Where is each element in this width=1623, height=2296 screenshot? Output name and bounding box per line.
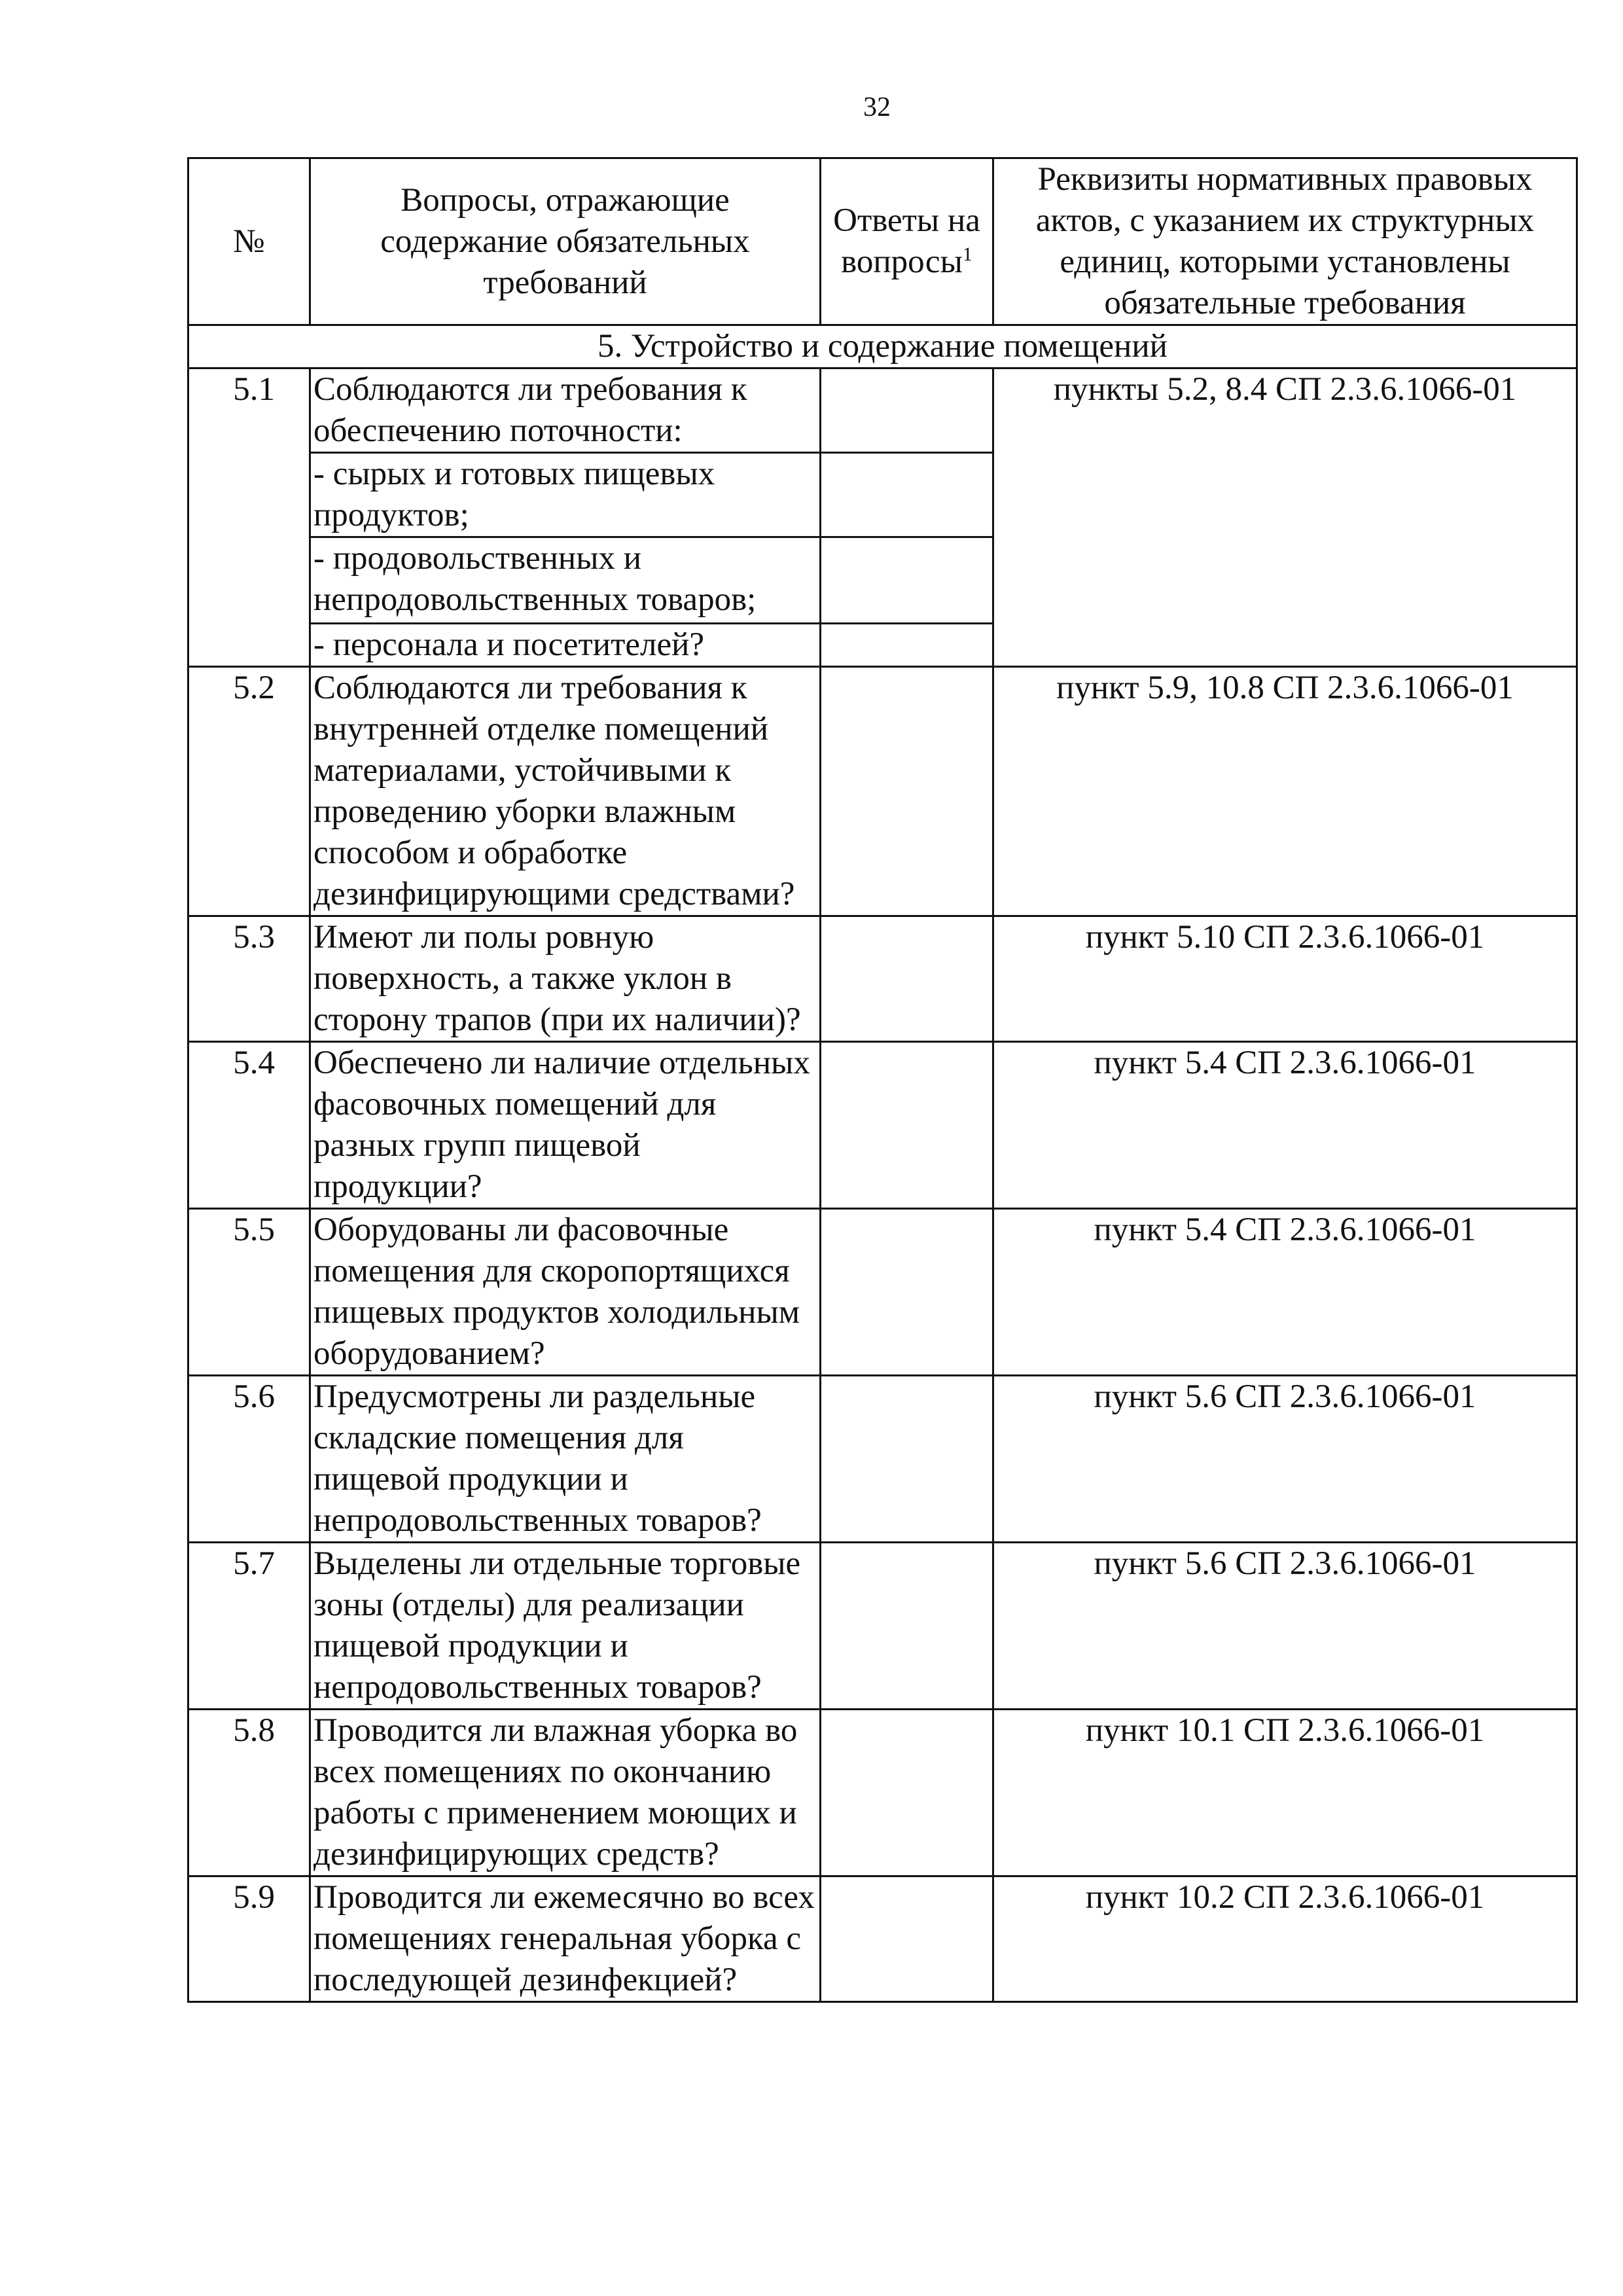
requisites-cell: пункт 5.9, 10.8 СП 2.3.6.1066-01	[993, 667, 1577, 916]
row-number: 5.4	[188, 1042, 310, 1209]
question-cell: - персонала и посетителей?	[310, 624, 821, 667]
table-header-row	[188, 158, 1577, 325]
question-cell: Имеют ли полы ровную поверхность, а также уклон в сторону трапов (при их наличии)?	[310, 916, 821, 1042]
answer-cell[interactable]	[821, 624, 993, 667]
answer-cell[interactable]	[821, 1543, 993, 1710]
answer-cell[interactable]	[821, 368, 993, 453]
question-cell: Соблюдаются ли требования к внутренней отделке помещений материалами, устойчивыми к проведению уборки влажным способом и обработке дезинфицирующими средствами?	[310, 667, 821, 916]
requisites-cell: пункт 5.4 СП 2.3.6.1066-01	[993, 1209, 1577, 1376]
row-number: 5.7	[188, 1543, 310, 1710]
requisites-cell: пункты 5.2, 8.4 СП 2.3.6.1066-01	[993, 368, 1577, 667]
question-cell: Проводится ли ежемесячно во всех помещениях генеральная уборка с последующей дезинфекцией?	[310, 1876, 821, 2002]
requisites-cell: пункт 5.6 СП 2.3.6.1066-01	[993, 1543, 1577, 1710]
question-cell: - продовольственных и непродовольственных товаров;	[310, 537, 821, 624]
answer-cell[interactable]	[821, 1876, 993, 2002]
answer-cell[interactable]	[821, 1042, 993, 1209]
question-cell: Оборудованы ли фасовочные помещения для скоропортящихся пищевых продуктов холодильным оборудованием?	[310, 1209, 821, 1376]
requisites-cell: пункт 5.4 СП 2.3.6.1066-01	[993, 1042, 1577, 1209]
table-row	[188, 368, 1577, 453]
answer-cell[interactable]	[821, 1710, 993, 1876]
answer-cell[interactable]	[821, 667, 993, 916]
question-cell: Предусмотрены ли раздельные складские помещения для пищевой продукции и непродовольственных товаров?	[310, 1376, 821, 1543]
row-number: 5.6	[188, 1376, 310, 1543]
table-row	[188, 1209, 1577, 1376]
answer-cell[interactable]	[821, 1209, 993, 1376]
question-cell: Обеспечено ли наличие отдельных фасовочных помещений для разных групп пищевой продукции?	[310, 1042, 821, 1209]
question-cell: - сырых и готовых пищевых продуктов;	[310, 453, 821, 537]
header-num: №	[188, 158, 310, 325]
header-requisites: Реквизиты нормативных правовых актов, с указанием их структурных единиц, которыми установлены обязательные требования	[993, 158, 1577, 325]
row-number: 5.9	[188, 1876, 310, 2002]
page-number: 32	[863, 92, 891, 122]
header-question: Вопросы, отражающие содержание обязательных требований	[310, 158, 821, 325]
row-number: 5.8	[188, 1710, 310, 1876]
answer-cell[interactable]	[821, 916, 993, 1042]
row-number: 5.3	[188, 916, 310, 1042]
row-number: 5.5	[188, 1209, 310, 1376]
table-row	[188, 1543, 1577, 1710]
table-row	[188, 916, 1577, 1042]
section-title: 5. Устройство и содержание помещений	[188, 325, 1577, 368]
table-row	[188, 1376, 1577, 1543]
requirements-table	[187, 157, 1578, 2003]
answer-cell[interactable]	[821, 537, 993, 624]
row-number: 5.2	[188, 667, 310, 916]
header-answer	[821, 158, 993, 325]
requisites-cell: пункт 5.6 СП 2.3.6.1066-01	[993, 1376, 1577, 1543]
section-row	[188, 325, 1577, 368]
question-cell: Соблюдаются ли требования к обеспечению поточности:	[310, 368, 821, 453]
table-row	[188, 1876, 1577, 2002]
row-number: 5.1	[188, 368, 310, 667]
table-row	[188, 1042, 1577, 1209]
answer-cell[interactable]	[821, 453, 993, 537]
answer-cell[interactable]	[821, 1376, 993, 1543]
header-answer-label: Ответы на вопросы	[833, 202, 980, 280]
requisites-cell: пункт 5.10 СП 2.3.6.1066-01	[993, 916, 1577, 1042]
table-row	[188, 667, 1577, 916]
table-row	[188, 1710, 1577, 1876]
requisites-cell: пункт 10.2 СП 2.3.6.1066-01	[993, 1876, 1577, 2002]
question-cell: Выделены ли отдельные торговые зоны (отделы) для реализации пищевой продукции и непродовольственных товаров?	[310, 1543, 821, 1710]
footnote-marker: 1	[962, 243, 972, 265]
requisites-cell: пункт 10.1 СП 2.3.6.1066-01	[993, 1710, 1577, 1876]
question-cell: Проводится ли влажная уборка во всех помещениях по окончанию работы с применением моющих и дезинфицирующих средств?	[310, 1710, 821, 1876]
